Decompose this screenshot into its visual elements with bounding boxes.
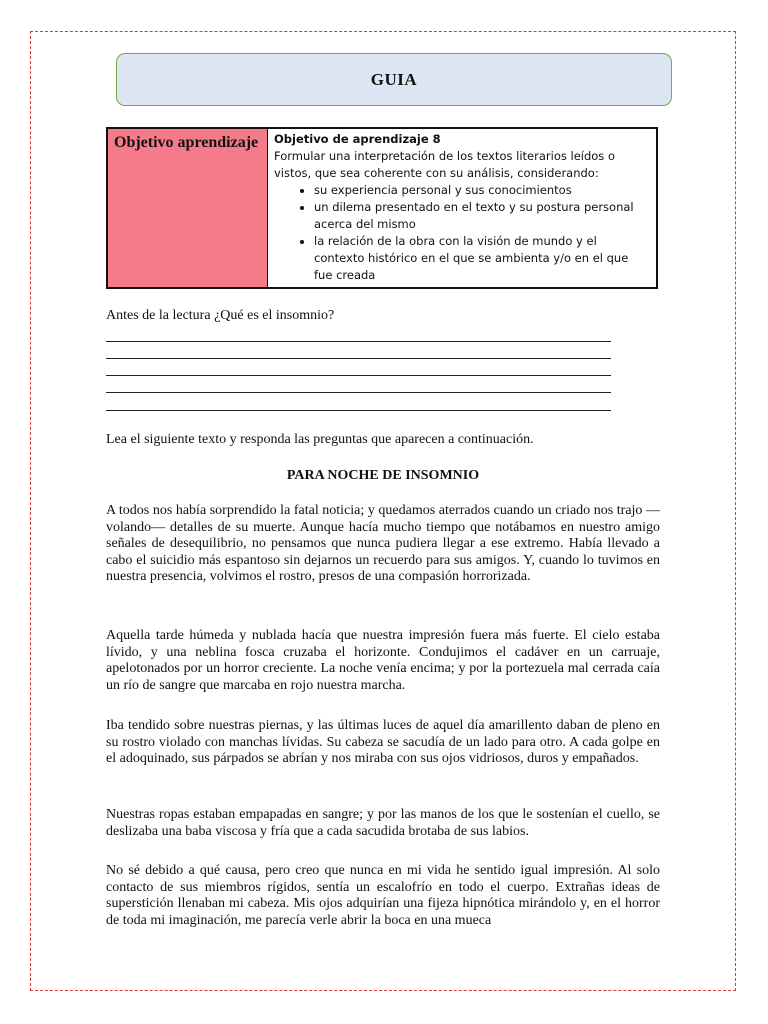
objective-content-cell: [268, 129, 656, 287]
objective-label-cell: [108, 129, 268, 287]
story-paragraph: Nuestras ropas estaban empapadas en sangre; y por las manos de los que le sostenían el cuello, se deslizaba una baba viscosa y fría que a cada sacudida brotaba de sus labios.: [106, 807, 660, 839]
story-paragraph: Aquella tarde húmeda y nublada hacía que nuestra impresión fuera más fuerte. El cielo estaba lívido, y una neblina fosca cruzaba el horizonte. Condujimos el cadáver en un carruaje, apelotonados por un horror creciente. La noche venía encima; y por la portezuela mal cerrada caía un río de sangre que marcaba en rojo nuestra marcha.: [106, 628, 660, 693]
objective-bullet: • la relación de la obra con la visión de mundo y el contexto histórico en el que se ambienta y/o en el que fue creada: [314, 233, 650, 284]
story-title: PARA NOCHE DE INSOMNIO: [286, 468, 480, 483]
objective-bullet: • su experiencia personal y sus conocimientos: [314, 182, 650, 199]
objective-heading: Objetivo de aprendizaje 8: [274, 132, 441, 146]
guide-title: GUIA: [370, 69, 418, 89]
objective-bullet: • un dilema presentado en el texto y su postura personal acerca del mismo: [314, 199, 650, 233]
answer-line[interactable]: [106, 375, 611, 376]
answer-line[interactable]: [106, 410, 611, 411]
objective-label: Objetivo aprendizaje: [114, 134, 259, 151]
objective-table: [106, 127, 658, 289]
answer-line[interactable]: [106, 341, 611, 342]
answer-line[interactable]: [106, 392, 611, 393]
objective-bullet-list: [274, 182, 650, 284]
reading-instructions: Lea el siguiente texto y responda las preguntas que aparecen a continuación.: [106, 432, 534, 447]
story-paragraph: A todos nos había sorprendido la fatal noticia; y quedamos aterrados cuando un criado nos trajo —volando— detalles de su muerte. Aunque hacía mucho tiempo que notábamos en nuestro amigo señales de desequilibrio, no pensamos que nunca pudiera llegar a ese extremo. Había llevado a cabo el suicidio más espantoso sin dejarnos un recuerdo para sus amigos. Y, cuando lo tuvimos en nuestra presencia, volvimos el rostro, presos de una compasión horrorizada.: [106, 503, 660, 584]
prereading-question: Antes de la lectura ¿Qué es el insomnio?: [106, 308, 335, 323]
story-paragraph: Iba tendido sobre nuestras piernas, y las últimas luces de aquel día amarillento daban de pleno en su rostro violado con manchas lívidas. Su cabeza se sacudía de un lado para otro. A cada golpe en el adoquinado, sus párpados se abrían y nos miraba con sus ojos vidriosos, duros y empañados.: [106, 718, 660, 766]
answer-line[interactable]: [106, 358, 611, 359]
story-paragraph: No sé debido a qué causa, pero creo que nunca en mi vida he sentido igual impresión. Al solo contacto de sus miembros rígidos, sentía un escalofrío en todo el cuerpo. Extrañas ideas de superstición llenaban mi cabeza. Mis ojos adquirían una fijeza hipnótica mirándolo y, en el horror de toda mi imaginación, me parecía verle abrir la boca en una mueca: [106, 863, 660, 928]
guide-title-box: [116, 53, 672, 106]
objective-intro: Formular una interpretación de los textos literarios leídos o vistos, que sea coherente con su análisis, considerando:: [274, 149, 615, 180]
